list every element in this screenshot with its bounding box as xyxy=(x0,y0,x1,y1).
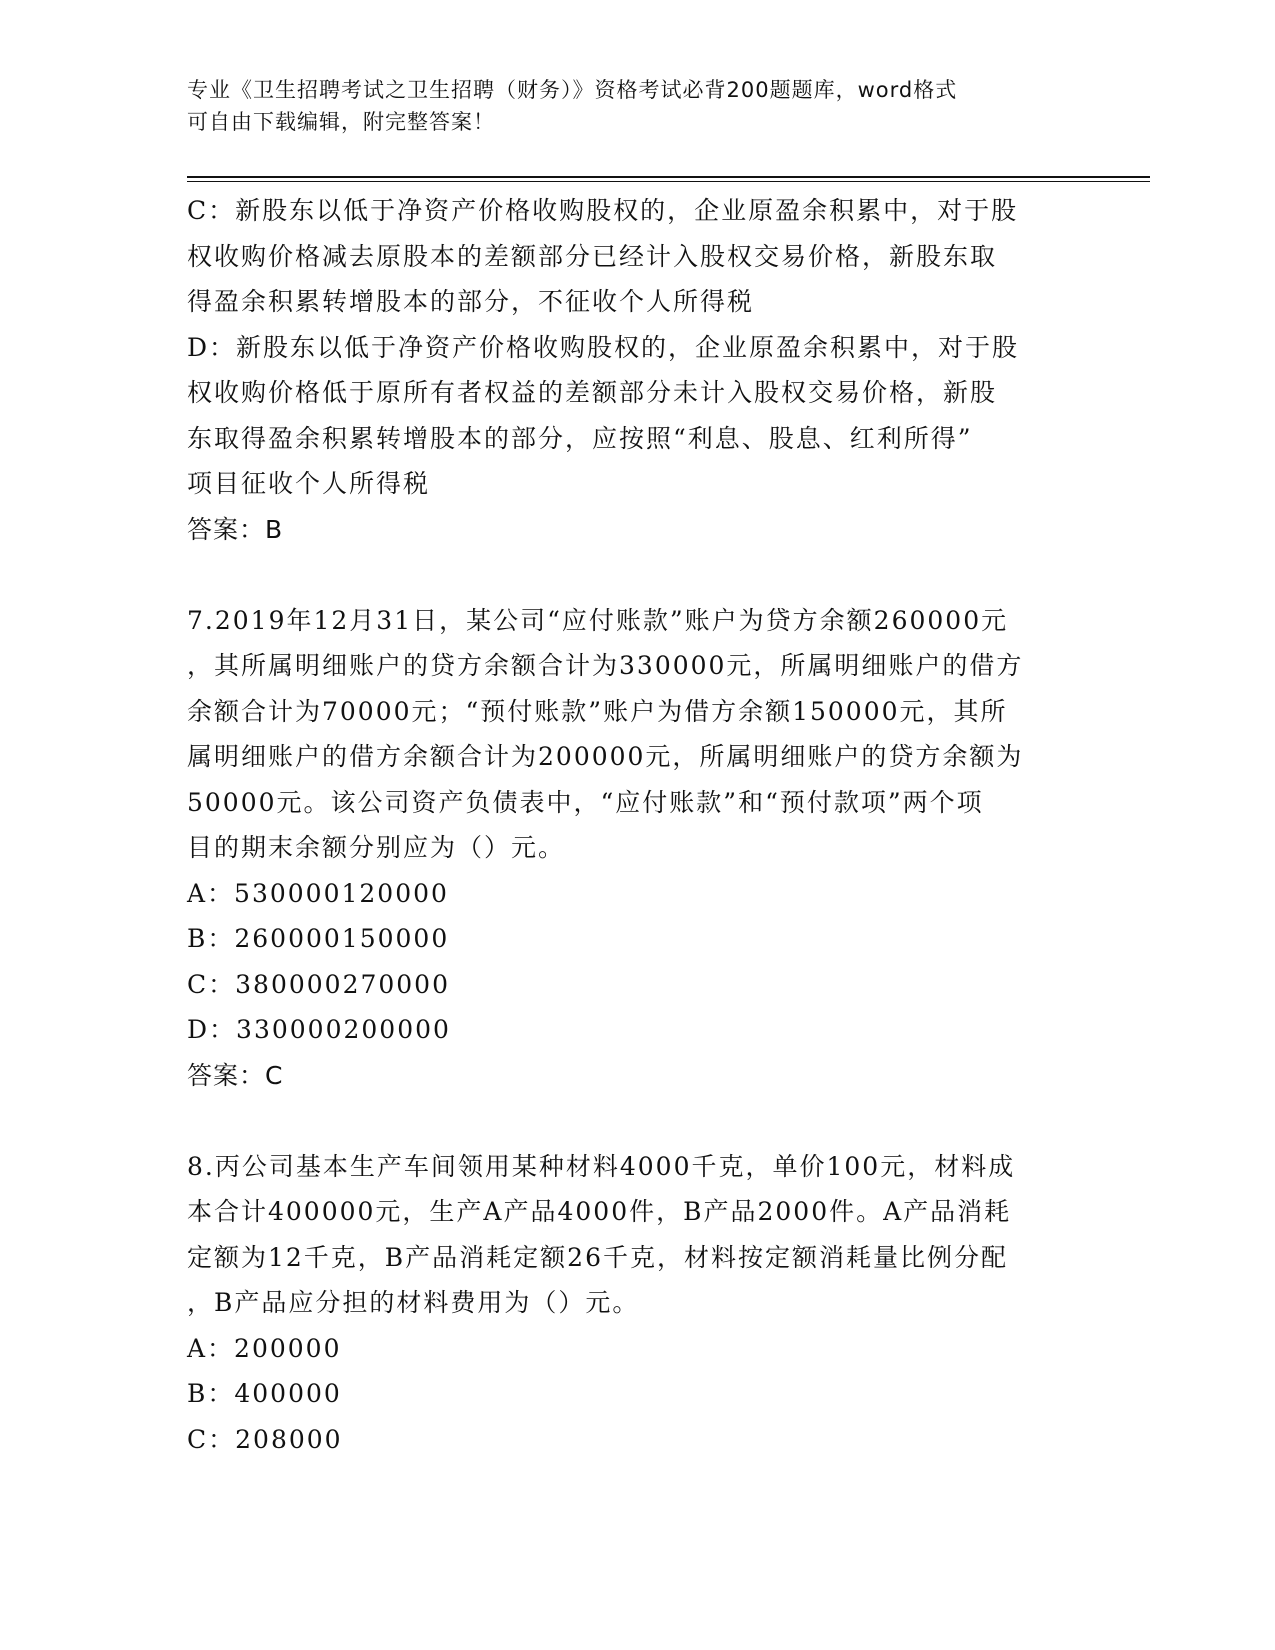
stem-line: 余额合计为70000元；“预付账款”账户为借方余额150000元，其所 xyxy=(187,696,1008,726)
stem-line: 7.2019年12月31日，某公司“应付账款”账户为贷方余额260000元 xyxy=(187,605,1009,635)
option-line: 权收购价格减去原股本的差额部分已经计入股权交易价格，新股东取 xyxy=(187,241,998,271)
question-7 xyxy=(187,598,1087,1099)
question-6-answer: 答案：B xyxy=(187,514,284,544)
stem-line: 8.丙公司基本生产车间领用某种材料4000千克，单价100元，材料成 xyxy=(187,1151,1016,1181)
question-8-option-c: C：208000 xyxy=(187,1424,343,1454)
question-7-option-a: A：530000120000 xyxy=(187,878,449,908)
question-6-option-c xyxy=(187,188,1087,325)
page-header xyxy=(187,74,1087,138)
spacer xyxy=(187,1098,1087,1144)
question-6-option-d xyxy=(187,325,1087,507)
question-7-stem xyxy=(187,598,1087,871)
spacer xyxy=(187,552,1087,598)
question-6 xyxy=(187,188,1087,552)
question-7-answer: 答案：C xyxy=(187,1060,284,1090)
option-line: 项目征收个人所得税 xyxy=(187,469,431,498)
question-8-stem xyxy=(187,1144,1087,1326)
header-title-line-1: 专业《卫生招聘考试之卫生招聘（财务）》资格考试必背200题题库，word格式 xyxy=(187,78,958,102)
option-line: 权收购价格低于原所有者权益的差额部分未计入股权交易价格，新股 xyxy=(187,378,998,407)
header-divider-thick xyxy=(187,176,1150,178)
question-7-option-b: B：260000150000 xyxy=(187,924,450,953)
question-7-option-d: D：330000200000 xyxy=(187,1015,451,1044)
option-line: D：新股东以低于净资产价格收购股权的，企业原盈余积累中，对于股 xyxy=(187,332,1020,362)
question-8-option-a: A：200000 xyxy=(187,1333,342,1363)
stem-line: ，B产品应分担的材料费用为（）元。 xyxy=(187,1288,640,1317)
header-divider-thin xyxy=(187,181,1150,182)
option-line: 东取得盈余积累转增股本的部分，应按照“利息、股息、红利所得” xyxy=(187,423,973,453)
stem-line: 目的期末余额分别应为（）元。 xyxy=(187,833,566,862)
question-content xyxy=(187,188,1087,1462)
option-line: C：新股东以低于净资产价格收购股权的，企业原盈余积累中，对于股 xyxy=(187,196,1019,225)
header-title-line-2: 可自由下载编辑，附完整答案！ xyxy=(187,110,495,134)
question-7-option-c: C：380000270000 xyxy=(187,969,450,999)
stem-line: 本合计400000元，生产A产品4000件，B产品2000件。A产品消耗 xyxy=(187,1197,1012,1226)
question-8 xyxy=(187,1144,1087,1463)
question-8-option-b: B：400000 xyxy=(187,1379,342,1408)
stem-line: 属明细账户的借方余额合计为200000元，所属明细账户的贷方余额为 xyxy=(187,742,1024,771)
stem-line: 定额为12千克，B产品消耗定额26千克，材料按定额消耗量比例分配 xyxy=(187,1242,1008,1272)
stem-line: ，其所属明细账户的贷方余额合计为330000元，所属明细账户的借方 xyxy=(187,651,1024,680)
stem-line: 50000元。该公司资产负债表中，“应付账款”和“预付款项”两个项 xyxy=(187,787,984,817)
option-line: 得盈余积累转增股本的部分，不征收个人所得税 xyxy=(187,287,755,316)
